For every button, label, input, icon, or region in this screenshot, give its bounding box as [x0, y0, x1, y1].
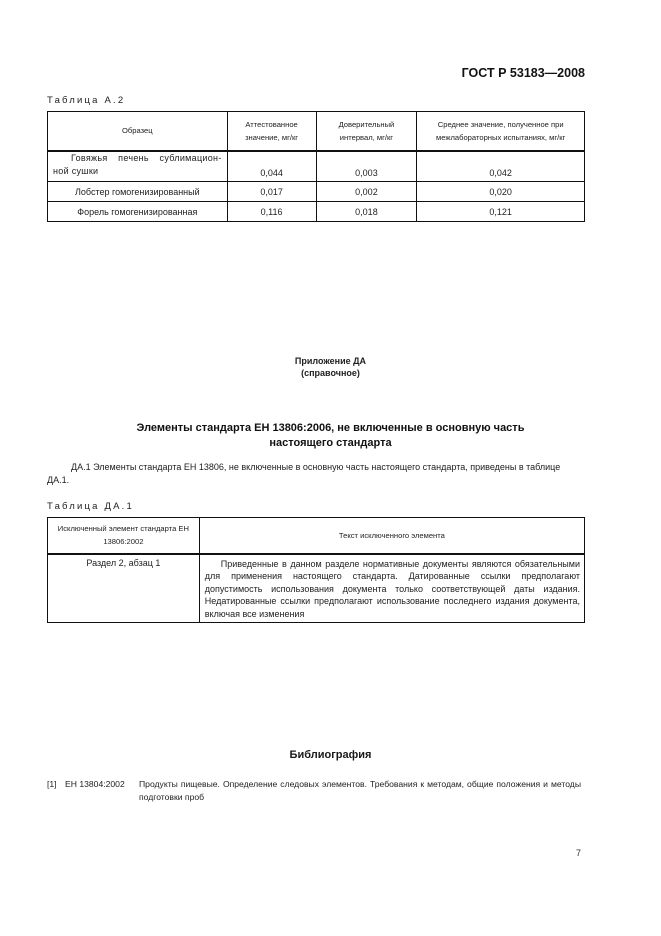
- interval-cell: 0,003: [316, 151, 417, 182]
- page-number: 7: [576, 848, 582, 858]
- table-da1-label: Таблица ДА.1: [47, 501, 134, 512]
- certified-cell: 0,017: [227, 182, 316, 202]
- table-header-row: [48, 112, 585, 151]
- section-title: [0, 421, 661, 451]
- column-header: Среднее значение, полученное при межлабораторных испытаниях, мг/кг: [417, 112, 585, 151]
- sample-cell: Говяжья печень сублимацион-ной сушки: [48, 151, 228, 182]
- paragraph-da1: ДА.1 Элементы стандарта ЕН 13806, не включенные в основную часть настоящего стандарта, приведены в таблице ДА.1.: [47, 462, 561, 485]
- appendix-heading: [0, 355, 661, 379]
- column-header: Текст исключенного элемента: [199, 518, 584, 554]
- standard-id: ГОСТ Р 53183—2008: [461, 66, 585, 80]
- section-title-line1: Элементы стандарта ЕН 13806:2006, не включенные в основную часть: [136, 422, 525, 434]
- table-row: [48, 202, 585, 222]
- section-title-line2: настоящего стандарта: [269, 437, 392, 449]
- excluded-text-cell: Приведенные в данном разделе нормативные документы являются обязательными для применения настоящего стандарта. Датированные ссылки предполагают допустимость использования документа только соответствующей даты издания. Недатированные ссылки предполагают использование последнего издания документа, включая все изменения: [199, 554, 584, 623]
- bibliography-code: ЕН 13804:2002: [65, 779, 125, 789]
- table-da1: [47, 517, 585, 623]
- mean-cell: 0,042: [417, 151, 585, 182]
- certified-cell: 0,044: [227, 151, 316, 182]
- table-row: [48, 151, 585, 182]
- column-header: Образец: [48, 112, 228, 151]
- excluded-element-cell: Раздел 2, абзац 1: [48, 554, 200, 623]
- column-header: Доверительный интервал, мг/кг: [316, 112, 417, 151]
- mean-cell: 0,121: [417, 202, 585, 222]
- table-header-row: [48, 518, 585, 554]
- sample-cell: Форель гомогенизированная: [48, 202, 228, 222]
- sample-cell: Лобстер гомогенизированный: [48, 182, 228, 202]
- table-a2: [47, 111, 585, 222]
- appendix-subtitle: (справочное): [301, 368, 360, 378]
- interval-cell: 0,002: [316, 182, 417, 202]
- table-a2-label: Таблица А.2: [47, 95, 126, 106]
- interval-cell: 0,018: [316, 202, 417, 222]
- bibliography-title: Библиография: [289, 749, 372, 761]
- table-row: [48, 182, 585, 202]
- bibliography-number: [1]: [47, 779, 57, 789]
- bibliography-text: Продукты пищевые. Определение следовых элементов. Требования к методам, общие положения и методы подготовки проб: [139, 779, 581, 802]
- mean-cell: 0,020: [417, 182, 585, 202]
- table-row: [48, 554, 585, 623]
- certified-cell: 0,116: [227, 202, 316, 222]
- appendix-title: Приложение ДА: [294, 356, 367, 366]
- column-header: Исключенный элемент стандарта ЕН 13806:2002: [48, 518, 200, 554]
- column-header: Аттестованное значение, мг/кг: [227, 112, 316, 151]
